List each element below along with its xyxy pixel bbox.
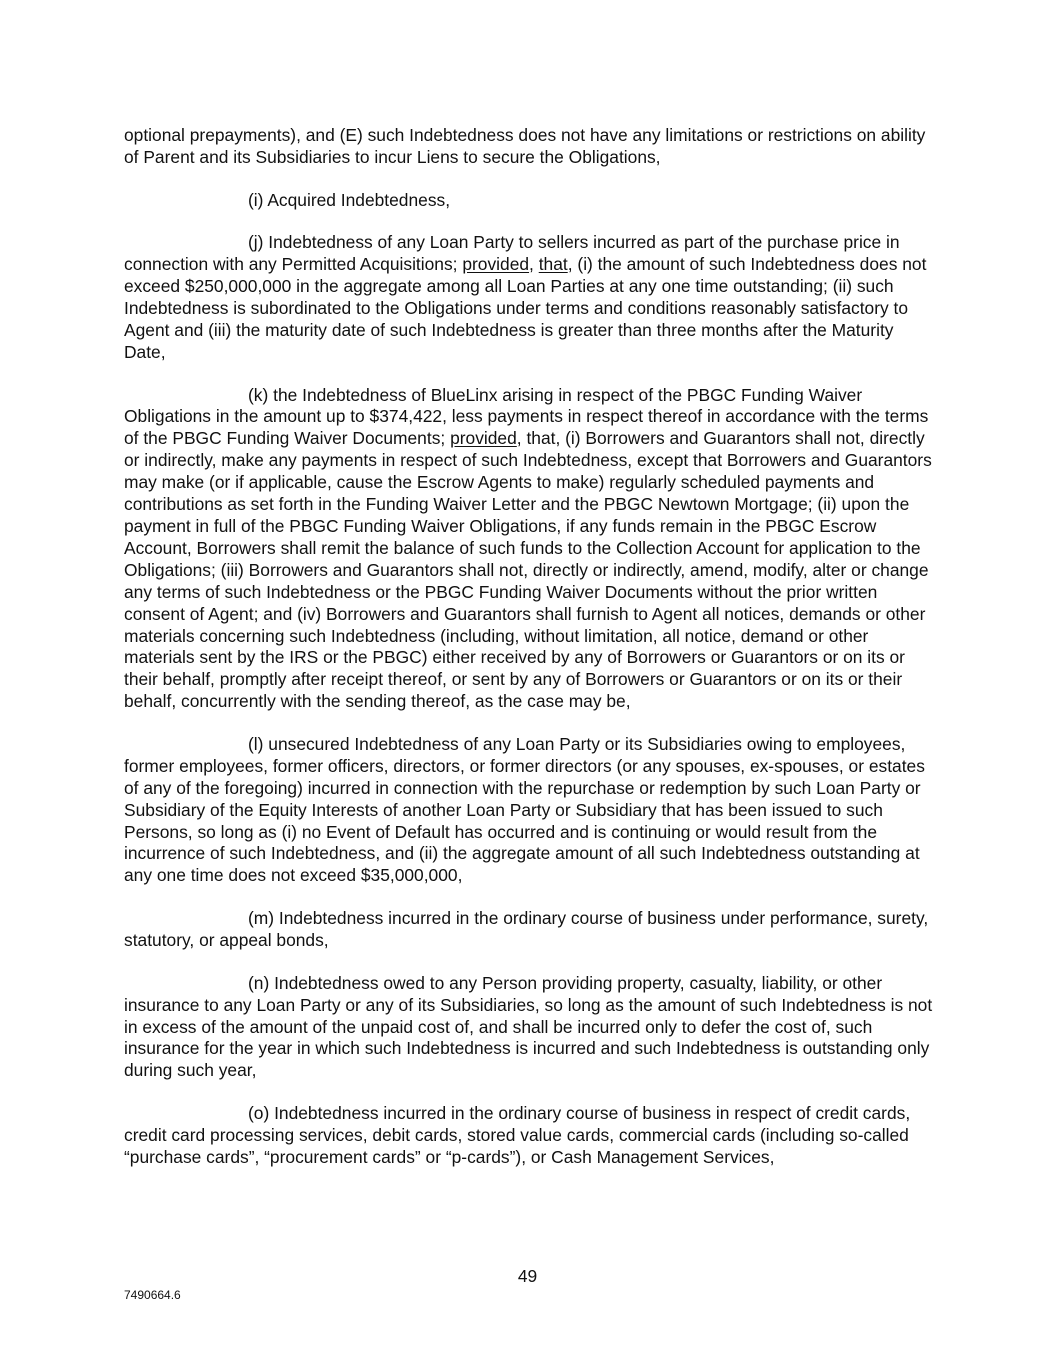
clause-j-text-b: , [529,254,539,275]
clause-j-provided: provided [462,254,530,275]
clause-o-text: (o) Indebtedness incurred in the ordinary course of business in respect of credit cards, credit card processing services, debit cards, stored value cards, commercial cards (including so-called “purchase cards”, “procurement cards” or “p-cards”), or Cash Management Services, [124,1103,911,1167]
document-id: 7490664.6 [124,1288,181,1302]
clause-j-that: that [538,254,568,275]
clause-o [124,1103,934,1169]
clause-n-text: (n) Indebtedness owed to any Person providing property, casualty, liability, or other insurance to any Loan Party or any of its Subsidiaries, so long as the amount of such Indebtedness is not in excess of the amount of the unpaid cost of, and shall be incurred only to defer the cost of, such insurance for the year in which such Indebtedness is incurred and such Indebtedness is outstanding only during such year, [124,972,933,1081]
clause-l-text: (l) unsecured Indebtedness of any Loan Party or its Subsidiaries owing to employees, former employees, former officers, directors, or former directors (or any spouses, ex-spouses, or estates of any of the foregoing) incurred in connection with the repurchase or redemption by such Loan Party or Subsidiary of the Equity Interests of another Loan Party or Subsidiary that has been issued to such Persons, so long as (i) no Event of Default has occurred and is continuing or would result from the incurrence of such Indebtedness, and (ii) the aggregate amount of all such Indebtedness outstanding at any one time does not exceed $35,000,000, [124,733,925,886]
clause-k-provided: provided [450,428,517,449]
paragraph-continuation [124,125,934,169]
clause-j [124,232,934,363]
clause-m-text: (m) Indebtedness incurred in the ordinary course of business under performance, surety, statutory, or appeal bonds, [124,908,929,950]
clause-l [124,734,934,887]
clause-k [124,385,934,714]
paragraph-continuation-text: optional prepayments), and (E) such Indebtedness does not have any limitations or restrictions on ability of Parent and its Subsidiaries to incur Liens to secure the Obligations, [124,125,926,167]
clause-i [124,190,934,212]
clause-i-text: (i) Acquired Indebtedness, [248,189,451,210]
clause-k-text-b: , that, (i) Borrowers and Guarantors shall not, directly or indirectly, make any payments in respect of such Indebtedness, except that Borrowers and Guarantors may make (or if applicable, cause the Escrow Agents to make) regularly scheduled payments and contributions as set forth in the Funding Waiver Letter and the PBGC Newtown Mortgage; (ii) upon the payment in full of the PBGC Funding Waiver Obligations, if any funds remain in the PBGC Escrow Account, Borrowers shall remit the balance of such funds to the Collection Account for application to the Obligations; (iii) Borrowers and Guarantors shall not, directly or indirectly, amend, modify, alter or change any terms of such Indebtedness or the PBGC Funding Waiver Documents without the prior written consent of Agent; and (iv) Borrowers and Guarantors shall furnish to Agent all notices, demands or other materials concerning such Indebtedness (including, without limitation, all notice, demand or other materials sent by the IRS or the PBGC) either received by any of Borrowers or Guarantors or on its or their behalf, promptly after receipt thereof, or sent by any of Borrowers or Guarantors or on its or their behalf, concurrently with the sending thereof, as the case may be, [124,428,932,712]
page-number: 49 [517,1266,538,1286]
clause-m [124,908,934,952]
document-body [124,125,934,1190]
clause-j-text-c: , (i) the amount of such Indebtedness does not exceed $250,000,000 in the aggregate among all Loan Parties at any one time outstanding; (ii) such Indebtedness is subordinated to the Obligations under terms and conditions reasonably satisfactory to Agent and (iii) the maturity date of such Indebtedness is greater than three months after the Maturity Date, [124,254,927,362]
clause-n [124,973,934,1083]
clause-k-text-a: (k) the Indebtedness of BlueLinx arising in respect of the PBGC Funding Waiver Obligations in the amount up to $374,422, less payments in respect thereof in accordance with the terms of the PBGC Funding Waiver Documents; [124,384,929,449]
clause-j-text-a: (j) Indebtedness of any Loan Party to sellers incurred as part of the purchase price in connection with any Permitted Acquisitions; [124,232,900,275]
